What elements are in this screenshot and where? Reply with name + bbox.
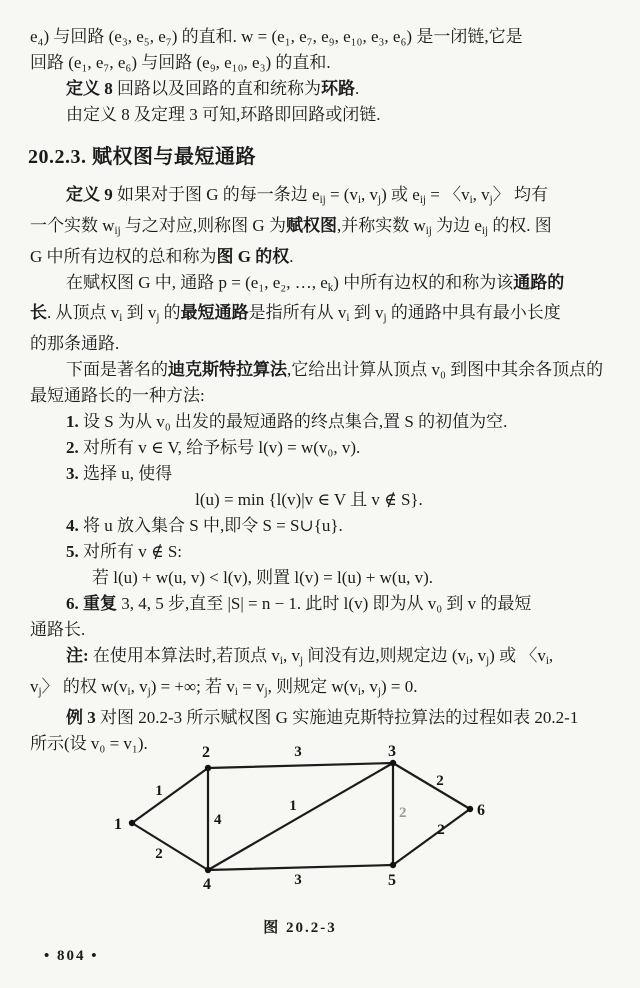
edge-weight-label: 2 xyxy=(436,773,444,789)
vertex-label: 4 xyxy=(203,876,211,893)
graph-vertex-dot xyxy=(205,867,211,873)
graph-edge-3-6 xyxy=(393,763,470,809)
edge-weight-label: 3 xyxy=(294,744,302,760)
vertex-label: 6 xyxy=(477,802,485,819)
doc-line: e₄) 与回路 (e₃, e₅, e₇) 的直和. w = (e₁, e₇, e₉, e₁₀, e₃, e₆) 是一闭链,它是 xyxy=(30,27,523,46)
doc-line: 通路长. xyxy=(30,620,86,639)
graph-vertex-dot xyxy=(129,820,135,826)
doc-line: 在赋权图 G 中, 通路 p = (e₁, e₂, …, $e_k$) 中所有边权的和称为该通路的 xyxy=(66,272,565,294)
vertex-label: 2 xyxy=(202,744,210,761)
graph-edge-3-4 xyxy=(208,763,393,870)
formula-line: l(u) = min {l(v)|v ∈ V 且 v ∉ S}. xyxy=(195,490,423,509)
doc-line: 长. 从顶点 $v_i$ 到 $v_j$ 的最短通路是指所有从 $v_i$ 到 $v_j$ 的通路中具有最小长度 xyxy=(30,303,561,324)
algorithm-step-1: 1. 设 S 为从 v₀ 出发的最短通路的终点集合,置 S 的初值为空. xyxy=(66,412,508,431)
graph-edge-1-4 xyxy=(132,823,208,870)
doc-line: G 中所有边权的总和称为图 G 的权. xyxy=(30,246,294,266)
algorithm-step-6: 6. 重复 3, 4, 5 步,直至 |S| = n − 1. 此时 l(v) 即为从 v₀ 到 v 的最短 xyxy=(66,594,532,613)
algorithm-step-3: 3. 选择 u, 使得 xyxy=(66,464,173,483)
figure-caption: 图 20.2-3 xyxy=(263,920,337,936)
page-number: • 804 • xyxy=(44,948,99,964)
vertex-label: 5 xyxy=(388,872,396,889)
doc-line: 由定义 8 及定理 3 可知,环路即回路或闭链. xyxy=(66,105,381,124)
edge-weight-label: 2 xyxy=(399,805,407,821)
graph-vertex-dot xyxy=(390,760,396,766)
section-heading: 20.2.3. 赋权图与最短通路 xyxy=(28,146,256,168)
graph-edge-2-3 xyxy=(208,763,393,768)
edge-weight-label: 1 xyxy=(289,798,297,814)
note-line: 注: 在使用本算法时,若顶点 $v_i$, $v_j$ 间没有边,则规定边 ($v_i$, $v_j$) 或 〈$v_i$, xyxy=(66,646,554,667)
doc-line: 所示(设 v₀ = v₁). xyxy=(30,733,148,753)
doc-line: 的那条通路. xyxy=(30,334,120,353)
graph-vertex-dot xyxy=(467,806,473,812)
doc-line: 一个实数 $w_{ij}$ 与之对应,则称图 G 为赋权图,并称实数 $w_{ij}$ 为边 $e_{ij}$ 的权. 图 xyxy=(30,215,552,237)
doc-line: 回路 (e₁, e₇, e₆) 与回路 (e₉, e₁₀, e₃) 的直和. xyxy=(30,53,331,72)
edge-weight-label: 1 xyxy=(155,783,163,799)
vertex-label: 3 xyxy=(388,743,396,760)
graph-vertex-dot xyxy=(390,862,396,868)
graph-edge-1-2 xyxy=(132,768,208,823)
edge-weight-label: 2 xyxy=(437,822,445,838)
vertex-label: 1 xyxy=(114,816,122,833)
graph-vertex-dot xyxy=(205,765,211,771)
example-line: 例 3 对图 20.2-3 所示赋权图 G 实施迪克斯特拉算法的过程如表 20.2-1 xyxy=(66,707,579,727)
doc-line: $v_j$〉 的权 $w(v_i$, $v_j$) = +∞; 若 $v_i = v_j$, 则规定 $w(v_i$, $v_j) = 0$. xyxy=(30,676,418,698)
algorithm-step-2: 2. 对所有 v ∈ V, 给予标号 l(v) = w(v₀, v). xyxy=(66,438,361,457)
doc-line: 定义 8 回路以及回路的直和统称为环路. xyxy=(66,79,360,98)
edge-weight-label: 3 xyxy=(294,872,302,888)
weighted-graph-figure xyxy=(0,718,640,913)
doc-line: 最短通路长的一种方法: xyxy=(30,386,205,405)
algorithm-step-5: 5. 对所有 v ∉ S: xyxy=(66,542,183,561)
page-body xyxy=(30,24,618,757)
doc-line: 若 l(u) + w(u, v) < l(v), 则置 l(v) = l(u) + w(u, v). xyxy=(92,568,433,587)
edge-weight-label: 2 xyxy=(155,846,163,862)
graph-edge-4-5 xyxy=(208,865,393,870)
doc-line: 下面是著名的迪克斯特拉算法,它给出计算从顶点 v₀ 到图中其余各顶点的 xyxy=(66,360,604,379)
algorithm-step-4: 4. 将 u 放入集合 S 中,即令 S = S∪{u}. xyxy=(66,516,343,535)
doc-line: 定义 9 如果对于图 G 的每一条边 $e_{ij} = (v_i$, $v_j$) 或 $e_{ij}$ = 〈$v_i$, $v_j$〉 均有 xyxy=(66,185,548,206)
edge-weight-label: 4 xyxy=(214,812,222,828)
